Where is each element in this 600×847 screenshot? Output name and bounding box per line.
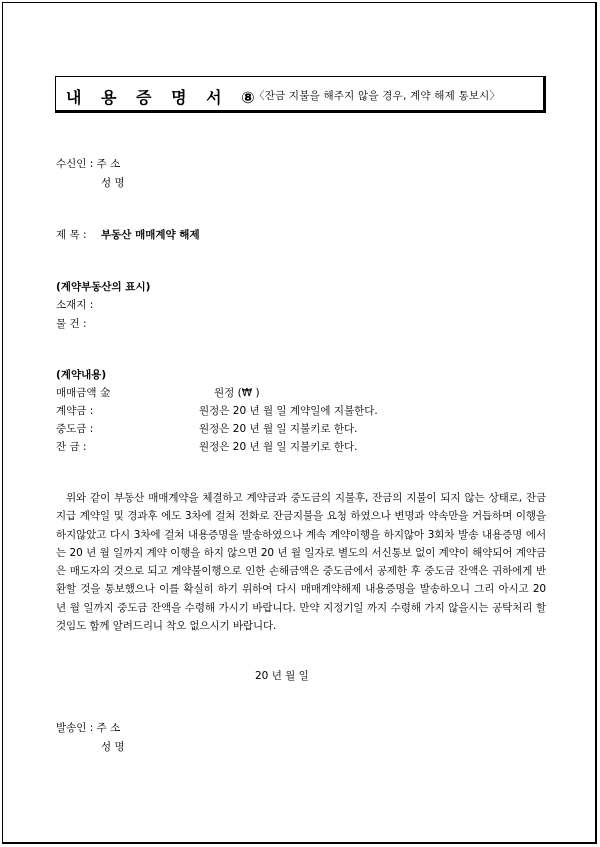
contract-heading: (계약내용) [56, 369, 107, 381]
contract-deposit-label: 계약금 : [56, 405, 94, 417]
body-paragraph: 위와 같이 부동산 매매계약을 체결하고 계약금과 중도금의 지불후, 잔금의 지불이 되지 않는 상태로, 잔금지급 계약일 및 경과후 에도 3차에 걸쳐 전화로 잔금지불을 요청 하였으나 변명과 약속만을 거듭하며 이행을 하지않았고 다시 3차에 걸쳐 내용증명을 발송하였으나 계속 계약이행을 하지않아 3회차 발송 내용증명 에서는 20 년 월 일까지 계약 이행을 하지 않으면 20 년 월 일자로 별도의 서신통보 없이 계약이 해약되어 계약금은 매도자의 것으로 되고 계약불이행으로 인한 손해금액은 중도금에서 공제한 후 중도금 잔액은 귀하에게 반환할 것을 통보했으나 이를 확실히 하기 위하여 다시 매매계약해제 내용증명을 발송하오니 그리 아시고 20 년 월 일까지 중도금 잔액을 수령해 가시기 바랍니다. 만약 지정기일 까지 수령해 가지 않을시는 공탁처리 할것임도 함께 알려드리니 착오 없으시기 바랍니다. [56, 492, 546, 633]
contract-interim-label: 중도금 : [56, 423, 94, 435]
property-item-label: 물 건 : [56, 318, 87, 330]
recipient-name-label: 성 명 [101, 177, 125, 189]
title-box [55, 76, 546, 113]
date-line: 20 년 월 일 [255, 670, 309, 682]
sender-address-label: 발송인 : 주 소 [56, 722, 121, 734]
contract-balance-text: 원정은 20 년 월 일 지불키로 한다. [199, 441, 358, 453]
subject-label: 제 목 : [56, 229, 87, 241]
contract-total-label: 매매금액 金 [56, 387, 111, 399]
document-subtitle: 〈잔금 지불을 해주지 않을 경우, 계약 해제 통보시〉 [254, 90, 501, 102]
contract-deposit-text: 원정은 20 년 월 일 계약일에 지불한다. [199, 405, 378, 417]
property-heading: (계약부동산의 표시) [56, 281, 151, 293]
contract-total-text: 원정 (₩ ) [214, 387, 260, 399]
sender-name-label: 성 명 [101, 741, 125, 753]
document-title: 내 용 증 명 서 ⑧ [66, 88, 262, 107]
subject-value: 부동산 매매계약 해제 [101, 229, 200, 241]
contract-balance-label: 잔 금 : [56, 441, 87, 453]
property-location-label: 소재지 : [56, 299, 94, 311]
contract-interim-text: 원정은 20 년 월 일 지불키로 한다. [199, 423, 358, 435]
recipient-address-label: 수신인 : 주 소 [56, 158, 121, 170]
